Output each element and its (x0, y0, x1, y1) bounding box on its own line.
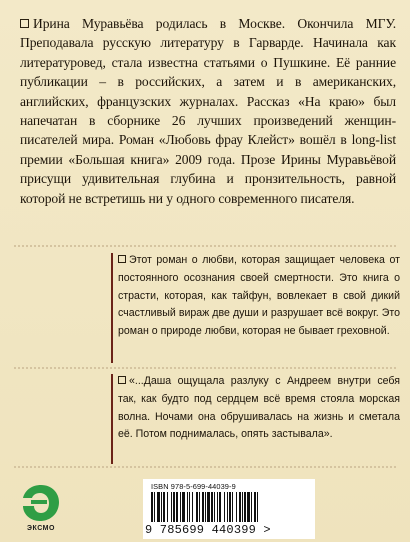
publisher-name: ЭКСМО (27, 525, 55, 532)
square-bullet-icon (118, 376, 126, 384)
barcode-digits: 9 785699 440399 > (145, 523, 313, 537)
square-bullet-icon (20, 19, 29, 28)
author-bio (20, 14, 396, 208)
dotted-divider (14, 245, 396, 247)
publisher-logo (18, 482, 64, 532)
dotted-divider (14, 466, 396, 468)
dotted-divider (14, 367, 396, 369)
square-bullet-icon (118, 255, 126, 263)
isbn-text: ISBN 978-5-699-44039-9 (151, 482, 236, 491)
book-quote (96, 373, 400, 463)
book-blurb-text: Этот роман о любви, которая защищает человека от постоянного осознания своей смертности. Это книга о страсти, которая, как тайфун, вовлекает в свой дикий счастливый вираж две души и разрушает всё вокруг. Это роман о природе любви, которая не бывает греховной. (118, 254, 400, 338)
author-bio-text: Ирина Муравьёва родилась в Москве. Окончила МГУ. Преподавала русскую литературу в Гарварде. Начинала как литературовед, стала известна статьями о Пушкине. Её ранние публикации – в российских, а затем и в американских, английских, французских журналах. Рассказ «На краю» был напечатан в сборнике 26 лучших произведений женщин-писателей мира. Роман «Любовь фрау Клейст» вошёл в long-list премии «Большая книга» 2009 года. Прозе Ирины Муравьёвой присущи удивительная глубина и пронзительность, равной которой не встретишь ни у одного современного писателя. (20, 16, 396, 206)
book-quote-text: «...Даша ощущала разлуку с Андреем внутри себя так, как будто под сердцем всё время стояла морская волна. Ночами она обрушивалась на жизнь и сметала её. Потом поднималась, опять застывала». (118, 375, 400, 441)
book-blurb (96, 252, 400, 362)
barcode-icon (151, 492, 307, 522)
eksmo-logo-icon (18, 482, 64, 524)
